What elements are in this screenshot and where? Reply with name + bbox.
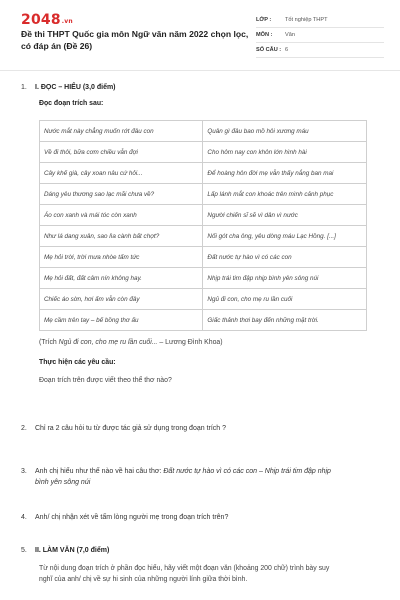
poem-line: Mẹ hỏi trời, trời mưa nhòe tấm tức <box>40 247 203 268</box>
poem-line: Người chiến sĩ sẽ vì dân vì nước <box>203 205 367 226</box>
meta-key: SỐ CÂU : <box>256 47 282 53</box>
poem-line: Cho hôm nay con khôn lớn hình hài <box>203 142 367 163</box>
question-number: 1. <box>21 84 27 91</box>
table-row <box>40 289 367 310</box>
site-logo[interactable]: 2048.vn <box>21 12 73 28</box>
table-row <box>40 121 367 142</box>
table-row <box>40 247 367 268</box>
table-row <box>40 310 367 331</box>
table-row <box>40 163 367 184</box>
meta-row-grade <box>256 13 384 28</box>
meta-value: Tốt nghiệp THPT <box>285 17 328 23</box>
question-number: 3. <box>21 468 27 475</box>
question-number: 4. <box>21 514 27 521</box>
question-text: Anh/ chị nhận xét về tấm lòng người mẹ trong đoạn trích trên? <box>35 514 229 521</box>
question-1-text: Đoạn trích trên được viết theo thể thơ nào? <box>39 377 172 384</box>
meta-row-subject <box>256 28 384 43</box>
meta-value: 6 <box>285 47 289 53</box>
quoted-verse: Đất nước tự hào vì có các con – Nhịp trái tim đập nhịp <box>163 468 331 475</box>
poem-line: Đất nước tự hào vì có các con <box>203 247 367 268</box>
poem-line: Mẹ hỏi đất, đất câm nín không hay. <box>40 268 203 289</box>
poem-line: Dáng yêu thương sao lạc mãi chưa về? <box>40 184 203 205</box>
poem-line: Ngủ đi con, cho mẹ ru lần cuối <box>203 289 367 310</box>
question-text: Chỉ ra 2 câu hỏi tu từ được tác giả sử dụng trong đoạn trích ? <box>35 425 227 432</box>
poem-excerpt-table <box>39 120 367 331</box>
meta-key: MÔN : <box>256 32 273 38</box>
document-title: Đề thi THPT Quốc gia môn Ngữ văn năm 2022 chọn lọc, có đáp án (Đề 26) <box>21 29 249 51</box>
poem-line: Nhịp trái tim đập nhịp bình yên sông núi <box>203 268 367 289</box>
poem-line: Chiếc áo sờn, hơi ấm vẫn còn đây <box>40 289 203 310</box>
question-5-text: Từ nội dung đoạn trích ở phần đọc hiểu, hãy viết một đoạn văn (khoảng 200 chữ) trình bày suy nghĩ của anh/ chị về sự hi sinh của những người lính giữa thời bình. <box>39 565 330 583</box>
poem-line: Áo con xanh và mái tóc còn xanh <box>40 205 203 226</box>
exam-meta-info <box>256 13 384 58</box>
meta-row-question-count <box>256 43 384 58</box>
question-number: 2. <box>21 425 27 432</box>
meta-key: LỚP : <box>256 17 272 23</box>
table-row <box>40 142 367 163</box>
poem-line: Như lá dang xuân, sao lìa cành bất chợt? <box>40 226 203 247</box>
question-number: 5. <box>21 547 27 554</box>
page-header <box>0 0 400 72</box>
poem-line: Mẹ cầm trên tay – bế bồng thơ ấu <box>40 310 203 331</box>
poem-line: Nước mắt này chẳng muốn rớt đâu con <box>40 121 203 142</box>
table-row <box>40 184 367 205</box>
poem-line: Để hoàng hôn đời mẹ vẫn thấy nắng ban mai <box>203 163 367 184</box>
source-title: Ngủ đi con, cho mẹ ru lần cuối... <box>58 339 158 346</box>
header-divider <box>0 70 400 71</box>
poem-line: Nối gót cha ông, yêu dòng máu Lạc Hồng. [...] <box>203 226 367 247</box>
poem-line: Về đi thôi, bữa cơm chiều vẫn đợi <box>40 142 203 163</box>
poem-line: Cây khế già, cây xoan nâu cứ hỏi... <box>40 163 203 184</box>
meta-value: Văn <box>285 32 295 38</box>
table-row <box>40 226 367 247</box>
poem-source: (Trích Ngủ đi con, cho mẹ ru lần cuối... – Lương Đình Khoa) <box>39 339 223 346</box>
section-title-writing: II. LÀM VĂN (7,0 điểm) <box>35 547 110 554</box>
poem-line: Quân gì đâu bao mồ hôi xương máu <box>203 121 367 142</box>
table-row <box>40 268 367 289</box>
question-text: Anh chị hiểu như thế nào về hai câu thơ: Đất nước tự hào vì có các con – Nhịp trái tim đập nhịp bình yên sông núi <box>35 468 331 486</box>
task-instruction: Thực hiện các yêu cầu: <box>39 359 116 366</box>
table-row <box>40 205 367 226</box>
quoted-verse: bình yên sông núi <box>35 479 91 486</box>
poem-line: Giấc thảnh thơi bay đến những mặt trời. <box>203 310 367 331</box>
section-title-reading: I. ĐỌC – HIỂU (3,0 điểm) <box>35 84 116 91</box>
read-instruction: Đọc đoạn trích sau: <box>39 100 104 107</box>
poem-line: Lấp lánh mắt con khoác trên mình cảnh phục <box>203 184 367 205</box>
